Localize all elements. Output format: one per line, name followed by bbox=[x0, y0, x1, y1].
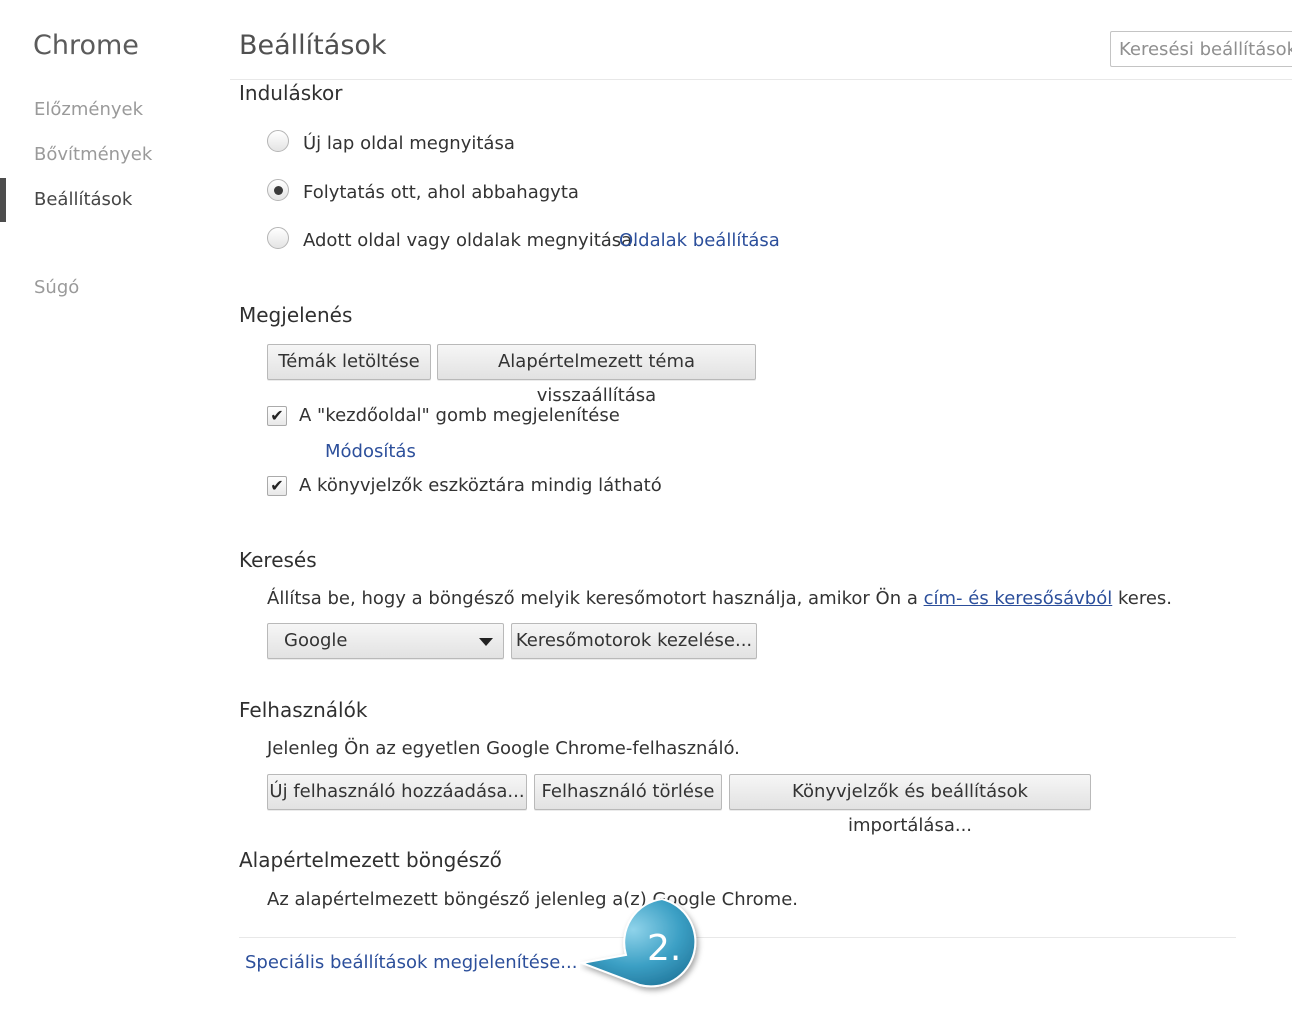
search-engine-selected-value: Google bbox=[284, 630, 348, 651]
chrome-brand-title: Chrome bbox=[33, 30, 139, 61]
omnibox-link[interactable]: cím- és keresősávból bbox=[923, 588, 1113, 609]
show-advanced-settings-link[interactable]: Speciális beállítások megjelenítése... bbox=[245, 952, 578, 973]
search-description-suffix: keres. bbox=[1117, 588, 1173, 609]
startup-section-title: Induláskor bbox=[239, 81, 343, 105]
header-divider bbox=[230, 79, 1292, 80]
default-browser-section-title: Alapértelmezett böngésző bbox=[239, 848, 502, 872]
dropdown-arrow-icon bbox=[479, 638, 493, 646]
startup-option-continue-label: Folytatás ott, ahol abbahagyta bbox=[303, 182, 579, 203]
startup-radio-continue[interactable] bbox=[267, 179, 289, 201]
sidebar-item-help[interactable]: Súgó bbox=[34, 277, 80, 298]
startup-option-new-tab-label: Új lap oldal megnyitása bbox=[303, 133, 515, 154]
default-browser-description: Az alapértelmezett böngésző jelenleg a(z) Google Chrome. bbox=[267, 889, 798, 910]
startup-radio-specific-pages[interactable] bbox=[267, 227, 289, 249]
sidebar-active-indicator bbox=[0, 178, 6, 222]
manage-search-engines-button[interactable]: Keresőmotorok kezelése... bbox=[511, 623, 757, 659]
settings-search-input[interactable] bbox=[1110, 31, 1292, 67]
import-bookmarks-button[interactable]: Könyvjelzők és beállítások importálása... bbox=[729, 774, 1091, 810]
startup-radio-new-tab[interactable] bbox=[267, 130, 289, 152]
search-description-prefix: Állítsa be, hogy a böngésző melyik keresőmotort használja, amikor Ön a bbox=[267, 588, 918, 609]
page-title: Beállítások bbox=[239, 30, 387, 61]
users-section-title: Felhasználók bbox=[239, 698, 368, 722]
startup-option-specific-pages-label: Adott oldal vagy oldalak megnyitása. bbox=[303, 230, 638, 251]
reset-theme-button[interactable]: Alapértelmezett téma visszaállítása bbox=[437, 344, 756, 380]
delete-user-button[interactable]: Felhasználó törlése bbox=[534, 774, 722, 810]
search-description bbox=[267, 588, 1172, 609]
get-themes-button[interactable]: Témák letöltése bbox=[267, 344, 431, 380]
search-engine-select[interactable] bbox=[267, 623, 504, 659]
add-user-button[interactable]: Új felhasználó hozzáadása... bbox=[267, 774, 527, 810]
bookmarks-bar-checkbox-label: A könyvjelzők eszköztára mindig látható bbox=[299, 475, 662, 496]
home-page-change-link[interactable]: Módosítás bbox=[325, 441, 416, 462]
sidebar-item-history[interactable]: Előzmények bbox=[34, 99, 144, 120]
callout-step-number: 2. bbox=[647, 928, 682, 969]
appearance-section-title: Megjelenés bbox=[239, 303, 353, 327]
home-button-checkbox-label: A "kezdőoldal" gomb megjelenítése bbox=[299, 405, 620, 426]
search-section-title: Keresés bbox=[239, 548, 317, 572]
sidebar-item-settings[interactable]: Beállítások bbox=[34, 189, 133, 210]
users-description: Jelenleg Ön az egyetlen Google Chrome-felhasználó. bbox=[267, 738, 740, 759]
home-button-checkbox[interactable]: ✔ bbox=[267, 406, 287, 426]
bookmarks-bar-checkbox[interactable]: ✔ bbox=[267, 476, 287, 496]
radio-selected-dot bbox=[274, 186, 283, 195]
sidebar-item-extensions[interactable]: Bővítmények bbox=[34, 144, 153, 165]
set-pages-link[interactable]: Oldalak beállítása bbox=[619, 230, 780, 251]
footer-divider bbox=[239, 937, 1236, 938]
